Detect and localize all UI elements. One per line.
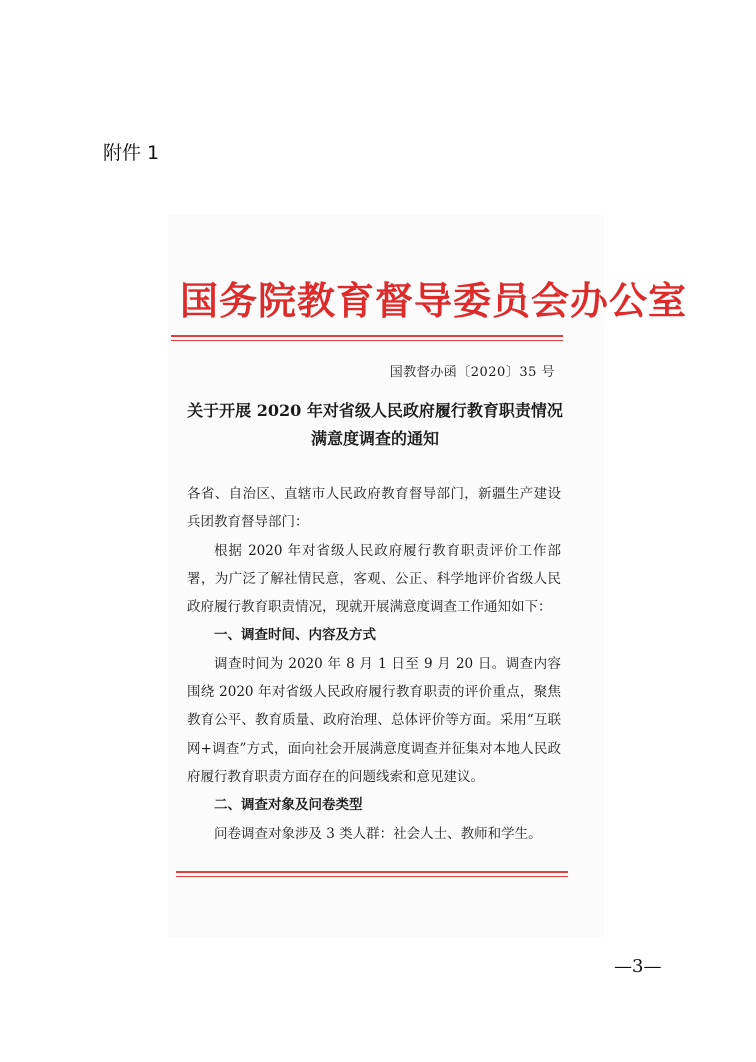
document-title (180, 397, 570, 453)
page-number: —3— (614, 956, 662, 977)
footer-rule-thin (176, 876, 568, 877)
attachment-label: 附件 1 (103, 142, 160, 164)
section1-paragraph: 调查时间为 2020 年 8 月 1 日至 9 月 20 日。调查内容围绕 2020 年对省级人民政府履行教育职责的评价重点，聚焦教育公平、教育质量、政府治理、总体评价等方面。采用“互联网+调查”方式，面向社会开展满意度调查并征集对本地人民政府履行教育职责方面存在的问题线索和意见建议。 (187, 655, 561, 785)
document-number: 国教督办函〔2020〕35 号 (389, 365, 555, 380)
document-body (187, 480, 561, 848)
document-title-line2: 满意度调查的通知 (310, 429, 439, 448)
section1-heading: 一、调查时间、内容及方式 (214, 627, 376, 644)
intro-paragraph: 根据 2020 年对省级人民政府履行教育职责评价工作部署，为广泛了解社情民意，客观、公正、科学地评价省级人民政府履行教育职责情况，现就开展满意度调查工作通知如下： (187, 542, 561, 616)
letterhead-organization: 国务院教育督导委员会办公室 (180, 278, 688, 323)
section2-heading: 二、调查对象及问卷类型 (214, 797, 363, 814)
letterhead-rule-thick (171, 335, 563, 337)
section2-paragraph: 问卷调查对象涉及 3 类人群：社会人士、教师和学生。 (214, 825, 542, 842)
letterhead-rule-thin (171, 340, 563, 341)
footer-rule-thick (176, 871, 568, 873)
addressee: 各省、自治区、直辖市人民政府教育督导部门，新疆生产建设兵团教育督导部门： (187, 486, 561, 531)
document-title-line1: 关于开展 2020 年对省级人民政府履行教育职责情况 (187, 401, 563, 420)
